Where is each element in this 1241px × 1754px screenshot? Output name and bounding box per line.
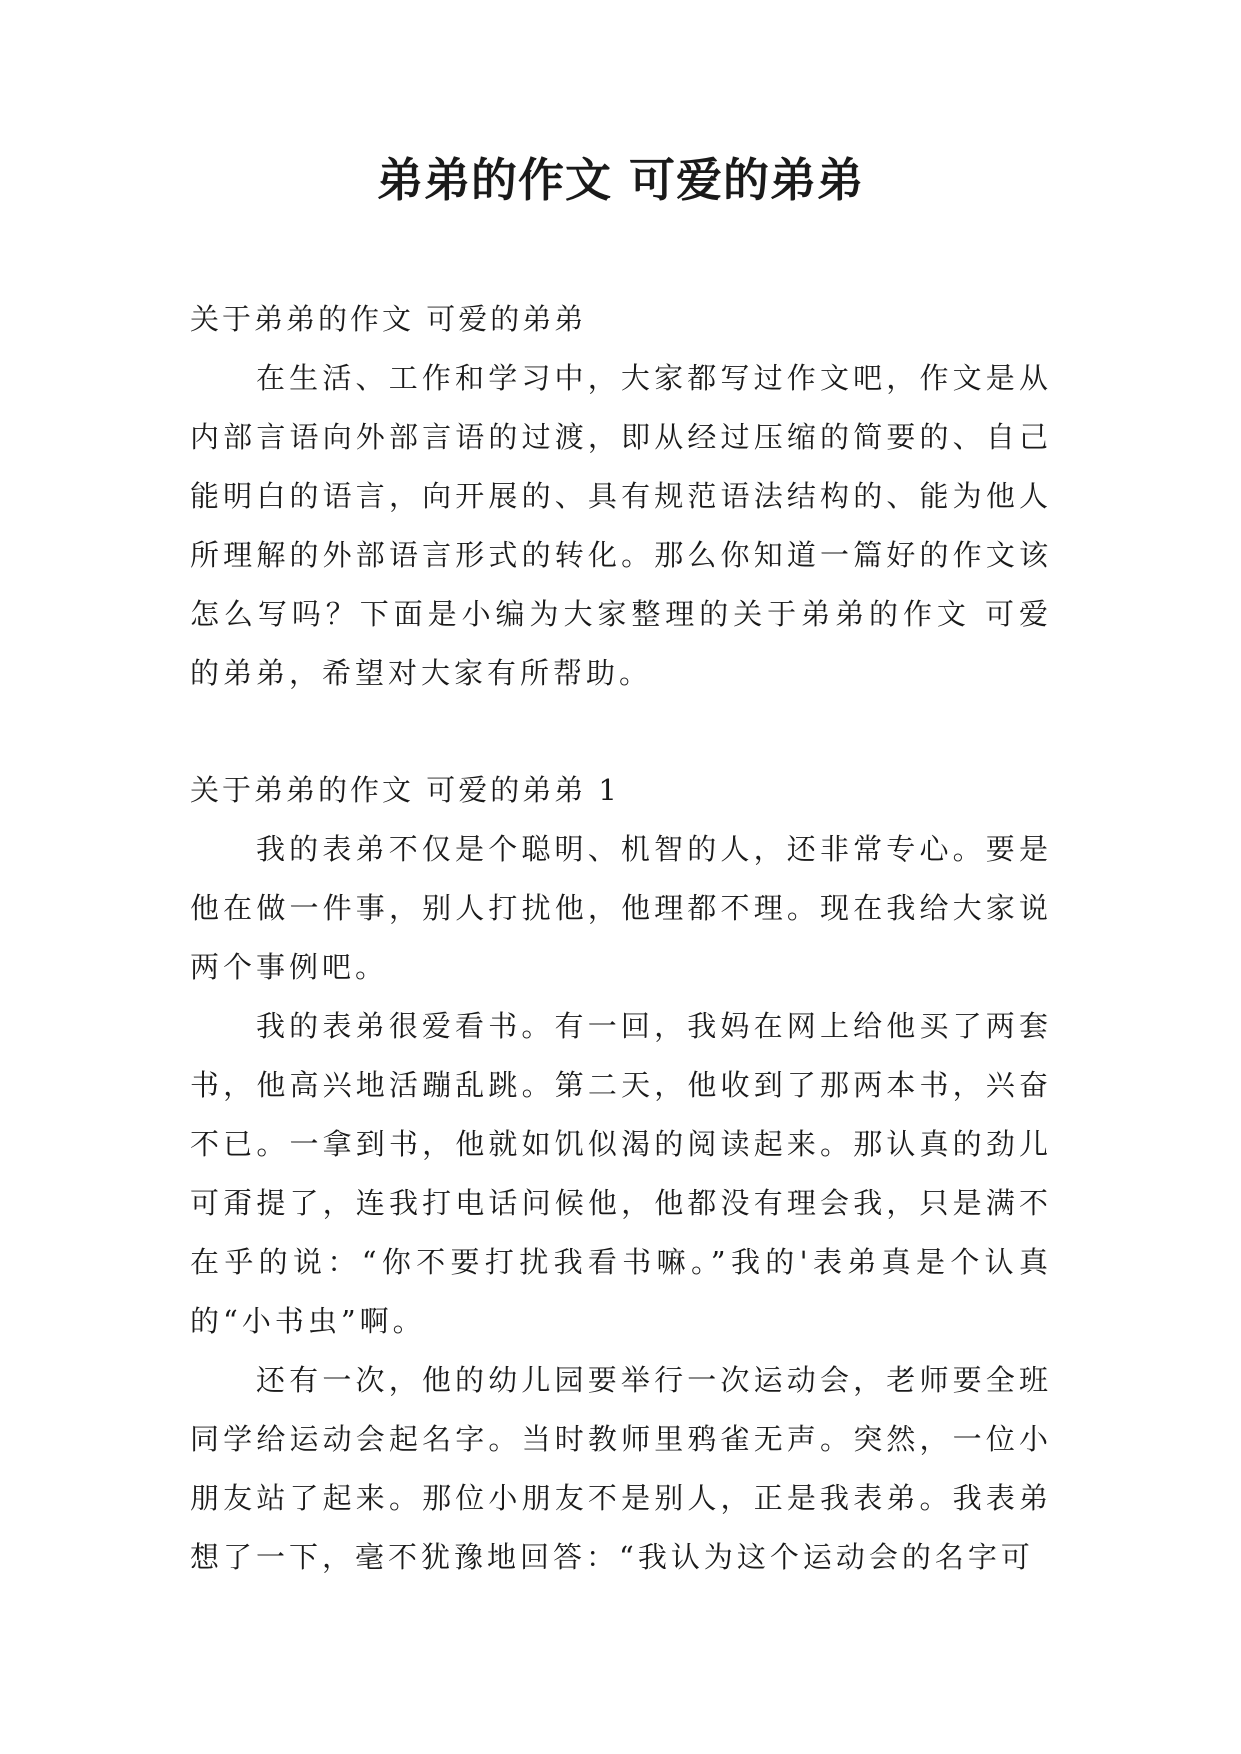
intro-paragraph: 在生活、工作和学习中，大家都写过作文吧，作文是从内部言语向外部言语的过渡，即从经过压缩的简要的、自己能明白的语言，向开展的、具有规范语法结构的、能为他人所理解的外部语言形式的转化。那么你知道一篇好的作文该怎么写吗？下面是小编为大家整理的关于弟弟的作文 可爱的弟弟，希望对大家有所帮助。 [190,361,1052,690]
section-1-paragraph-2: 我的表弟很爱看书。有一回，我妈在网上给他买了两套书，他高兴地活蹦乱跳。第二天，他收到了那两本书，兴奋不已。一拿到书，他就如饥似渴的阅读起来。那认真的劲儿可甭提了，连我打电话问候他，他都没有理会我，只是满不在乎的说：“你不要打扰我看书嘛。”我的'表弟真是个认真的“小书虫”啊。 [190,1009,1052,1338]
section-spacer [190,703,1052,761]
intro-heading: 关于弟弟的作文 可爱的弟弟 [190,302,587,336]
document-title: 弟弟的作文 可爱的弟弟 [376,153,864,207]
section-1-paragraph-1: 我的表弟不仅是个聪明、机智的人，还非常专心。要是他在做一件事，别人打扰他，他理都不理。现在我给大家说两个事例吧。 [190,832,1052,984]
document-body [190,290,1052,1587]
section-1-heading: 关于弟弟的作文 可爱的弟弟 1 [190,773,620,807]
section-1-paragraph-3: 还有一次，他的幼儿园要举行一次运动会，老师要全班同学给运动会起名字。当时教师里鸦雀无声。突然，一位小朋友站了起来。那位小朋友不是别人，正是我表弟。我表弟想了一下，毫不犹豫地回答：“我认为这个运动会的名字可 [190,1363,1052,1574]
